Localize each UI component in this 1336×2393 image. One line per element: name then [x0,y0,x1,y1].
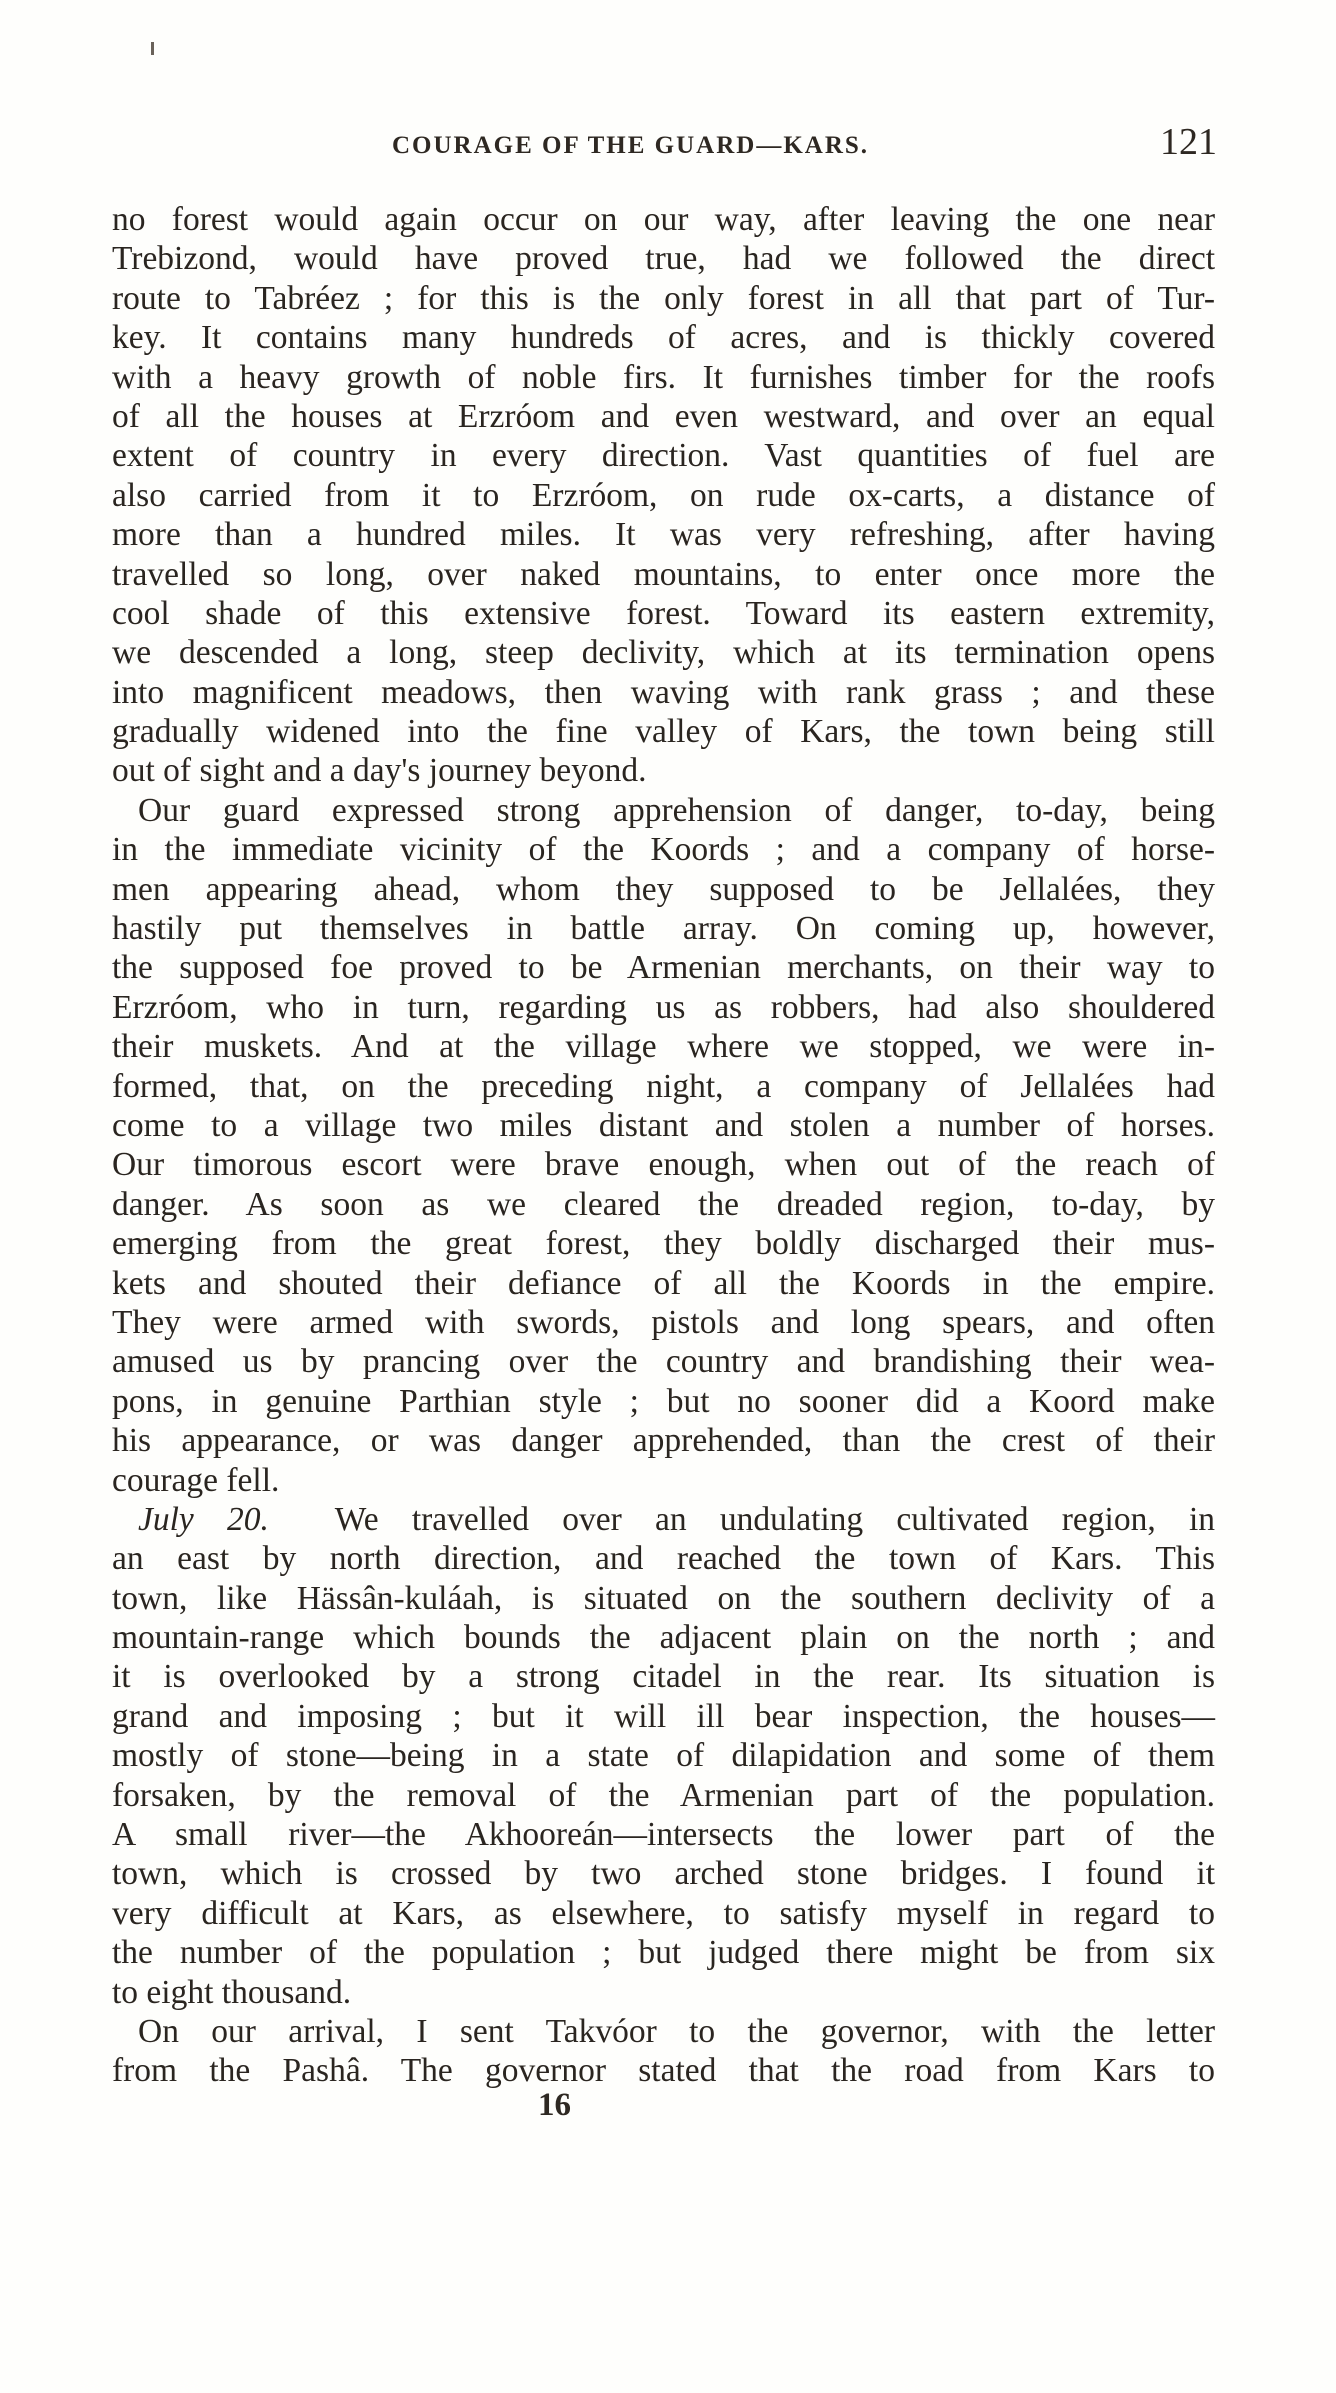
text-line: Erzróom, who in turn, regarding us as robbers, had also shouldered [112,988,1215,1026]
text-line: the number of the population ; but judged there might be from six [112,1934,1215,1972]
text-line: On our arrival, I sent Takvóor to the governor, with the letter [138,2012,1215,2050]
text-line: kets and shouted their defiance of all the Koords in the empire. [112,1264,1215,1302]
text-line: They were armed with swords, pistols and long spears, and often [112,1303,1215,1341]
running-head [117,120,1217,170]
date-label: July 20. [138,1500,269,1538]
text-line: mountain-range which bounds the adjacent plain on the north ; and [112,1619,1215,1657]
text-line: to eight thousand. [112,1973,352,2011]
text-line: in the immediate vicinity of the Koords ; and a company of horse- [112,831,1215,869]
text-line: with a heavy growth of noble firs. It furnishes timber for the roofs [112,358,1215,396]
text-line: an east by north direction, and reached the town of Kars. This [112,1540,1215,1578]
page-number: 121 [1160,121,1217,163]
text-line: extent of country in every direction. Vast quantities of fuel are [112,437,1215,475]
text-line: Trebizond, would have proved true, had we followed the direct [112,240,1215,278]
text-line: amused us by prancing over the country and brandishing their wea- [112,1343,1215,1381]
text-line: the supposed foe proved to be Armenian merchants, on their way to [112,949,1215,987]
text-line: it is overlooked by a strong citadel in the rear. Its situation is [112,1658,1215,1696]
text-line: route to Tabréez ; for this is the only forest in all that part of Tur- [112,279,1215,317]
body-text [112,200,1215,2091]
text-line: town, which is crossed by two arched stone bridges. I found it [112,1855,1215,1893]
text-line: A small river—the Akhooreán—intersects the lower part of the [112,1816,1215,1854]
text-line: come to a village two miles distant and stolen a number of horses. [112,1106,1215,1144]
text-line: emerging from the great forest, they boldly discharged their mus- [112,1225,1215,1263]
text-line: his appearance, or was danger apprehended, than the crest of their [112,1422,1215,1460]
text-line: grand and imposing ; but it will ill bear inspection, the houses— [112,1697,1215,1735]
text-line: of all the houses at Erzróom and even westward, and over an equal [112,397,1215,435]
text-line: Our timorous escort were brave enough, when out of the reach of [112,1146,1215,1184]
text-line: also carried from it to Erzróom, on rude ox-carts, a distance of [112,476,1215,514]
signature-mark: 16 [538,2087,571,2123]
text-line: very difficult at Kars, as elsewhere, to satisfy myself in regard to [112,1894,1215,1932]
text-line: we descended a long, steep declivity, which at its termination opens [112,634,1215,672]
dated-text-line [112,1500,1215,1539]
text-line: formed, that, on the preceding night, a company of Jellalées had [112,1067,1215,1105]
text-line: their muskets. And at the village where we stopped, we were in- [112,1028,1215,1066]
text-line: forsaken, by the removal of the Armenian part of the population. [112,1776,1215,1814]
text-line: gradually widened into the fine valley of Kars, the town being still [112,713,1215,751]
text-line: key. It contains many hundreds of acres, and is thickly covered [112,319,1215,357]
text-line: travelled so long, over naked mountains, to enter once more the [112,555,1215,593]
stray-ink-mark [151,42,154,55]
text-line: pons, in genuine Parthian style ; but no sooner did a Koord make [112,1382,1215,1420]
text-line: courage fell. [112,1461,280,1499]
text-line: from the Pashâ. The governor stated that the road from Kars to [112,2052,1215,2090]
text-line: cool shade of this extensive forest. Toward its eastern extremity, [112,594,1215,632]
text-line: more than a hundred miles. It was very refreshing, after having [112,516,1215,554]
running-title: COURAGE OF THE GUARD—KARS. [392,132,870,159]
text-line: out of sight and a day's journey beyond. [112,752,647,790]
text-line: town, like Hässân-kuláah, is situated on the southern declivity of a [112,1579,1215,1617]
text-line: Our guard expressed strong apprehension of danger, to-day, being [138,791,1215,829]
text-line: men appearing ahead, whom they supposed to be Jellalées, they [112,870,1215,908]
text-line-remainder: We travelled over an undulating cultivated region, in [334,1500,1215,1538]
text-line: mostly of stone—being in a state of dilapidation and some of them [112,1737,1215,1775]
text-line: hastily put themselves in battle array. On coming up, however, [112,910,1215,948]
text-line: into magnificent meadows, then waving with rank grass ; and these [112,673,1215,711]
text-line: no forest would again occur on our way, after leaving the one near [112,201,1215,238]
text-line: danger. As soon as we cleared the dreaded region, to-day, by [112,1185,1215,1223]
